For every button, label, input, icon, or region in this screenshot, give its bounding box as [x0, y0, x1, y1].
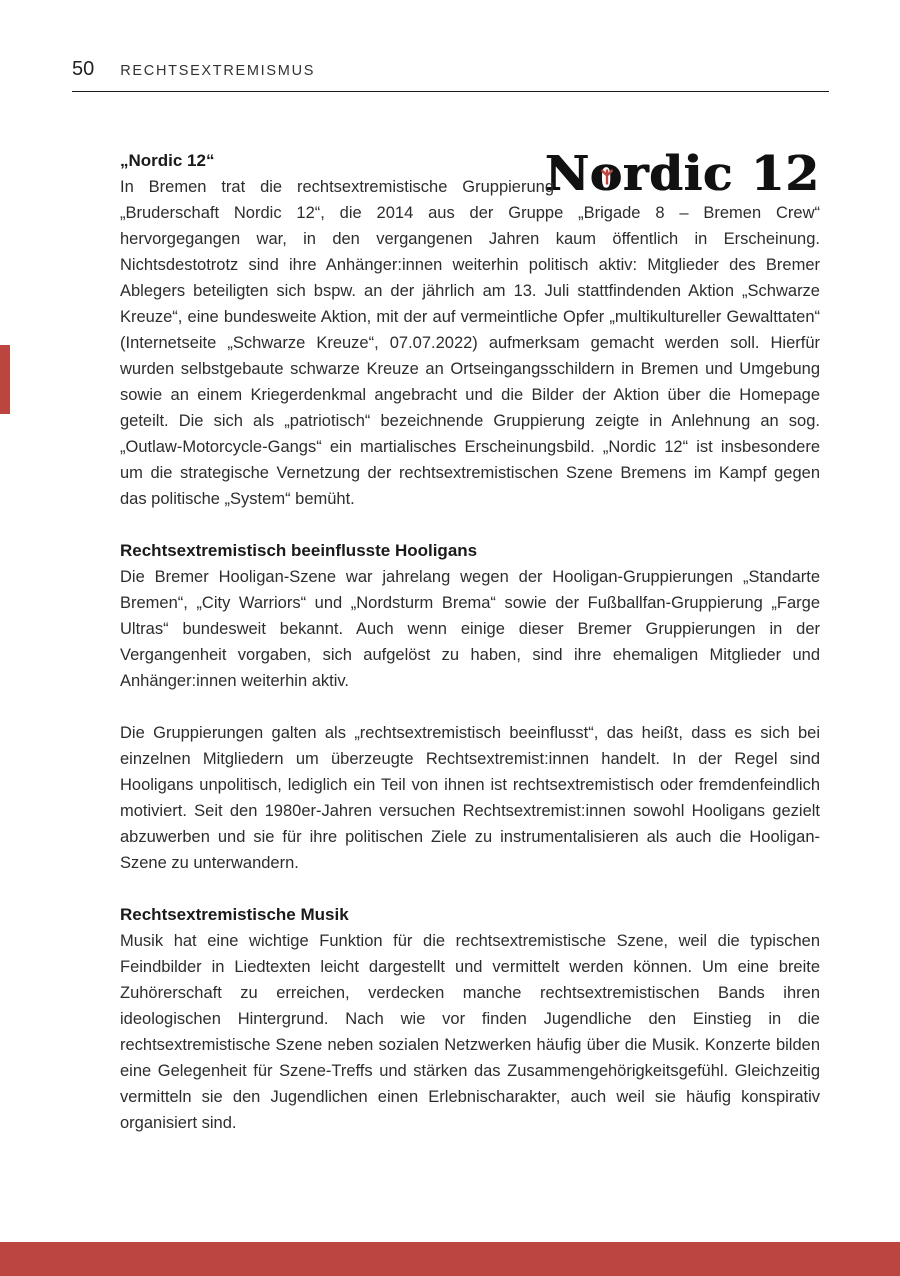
page-header [72, 58, 829, 92]
section-heading: Rechtsextremistisch beeinflusste Hooligans [120, 541, 478, 560]
paragraph: Musik hat eine wichtige Funktion für die rechtsextremistische Szene, weil die typischen Feindbilder in Liedtexten leicht dargestellt und vermittelt werden können. Um eine breite Zuhörerschaft zu erreichen, verdecken manche rechtsextremistischen Bands ihren ideologischen Hintergrund. Nach wie vor finden Jugendliche den Einstieg in die rechtsextremistische Szene neben sozialen Netzwerken häufig über die Musik. Konzerte bilden eine Gelegenheit für Szene-Treffs und stärken das Zusammengehörigkeitsgefühl. Gleichzeitig vermitteln sie den Jugendlichen einen Erlebnischarakter, auch weil sie häufig konspirativ organisiert sind. [120, 932, 820, 1132]
footer-band [0, 1242, 900, 1276]
rune-icon [600, 169, 613, 186]
paragraph: Die Bremer Hooligan-Szene war jahrelang wegen der Hooligan-Gruppierungen „Standarte Bremen“, „City Warriors“ und „Nordsturm Brema“ sowie der Fußballfan-Gruppierung „Farge Ultras“ bundesweit bekannt. Auch wenn einige dieser Bremer Gruppierungen in der Vergangenheit vorgaben, sich aufgelöst zu haben, sind ihre ehemaligen Mitglieder und Anhänger:innen weiterhin aktiv. [120, 568, 820, 690]
nordic-12-logo [545, 146, 820, 202]
section-hooligans [120, 538, 820, 876]
paragraph: Die Gruppierungen galten als „rechtsextremistisch beeinflusst“, das heißt, dass es sich bei einzelnen Mitgliedern um überzeugte Rechtsextremist:innen handelt. In der Regel sind Hooligans unpolitisch, lediglich ein Teil von ihnen ist rechtsextremistisch oder fremdenfeindlich motiviert. Seit den 1980er-Jahren versuchen Rechtsextremist:innen sowohl Hooligans gezielt abzuwerben und sie für ihre politischen Ziele zu instrumentalisieren als auch die Hooligan-Szene zu unterwandern. [120, 724, 820, 872]
section-musik [120, 902, 820, 1136]
logo-letter-n: N [545, 146, 591, 202]
paragraph: In Bremen trat die rechtsextremistische Gruppierung „Bruderschaft Nordic 12“, die 2014 aus der Gruppe „Brigade 8 – Bremen Crew“ hervorgegangen war, in den vergangenen Jahren kaum öffentlich in Erscheinung. Nichtsdestotrotz sind ihre Anhänger:innen weiterhin politisch aktiv: Mitglieder des Bremer Ablegers beteiligten sich bspw. an der jährlich am 13. Juli stattfindenden Aktion „Schwarze Kreuze“, eine bundesweite Aktion, mit der auf vermeintliche Opfer „multikultureller Gewalttaten“ (Internetseite „Schwarze Kreuze“, 07.07.2022) aufmerksam gemacht werden soll. Hierfür wurden selbstgebaute schwarze Kreuze an Ortseingangsschildern in Bremen und Umgebung sowie an einem Kriegerdenkmal angebracht und die Bilder der Aktion über die Homepage geteilt. Die sich als „patriotisch“ bezeichnende Gruppierung zeigte in Anlehnung an sog. „Outlaw-Motorcycle-Gangs“ ein martialisches Erscheinungsbild. „Nordic 12“ ist insbesondere um die strategische Vernetzung der rechtsextremistischen Szene Bremens im Kampf gegen das politische „System“ bemüht. [120, 178, 820, 508]
chapter-tab-marker [0, 345, 10, 414]
header-row [72, 58, 829, 81]
logo-rest: rdic 12 [623, 146, 820, 202]
header-rule [72, 91, 829, 92]
nordic-12-logo-text [545, 146, 820, 202]
logo-letter-o [590, 146, 624, 202]
section-nordic-12 [120, 148, 820, 512]
page-number: 50 [72, 58, 95, 80]
running-head: RECHTSEXTREMISMUS [120, 63, 316, 79]
section-heading: „Nordic 12“ [120, 151, 215, 170]
logo-letter-o-glyph: o [590, 146, 624, 202]
page-content [120, 148, 820, 1162]
section-heading: Rechtsextremistische Musik [120, 905, 349, 924]
